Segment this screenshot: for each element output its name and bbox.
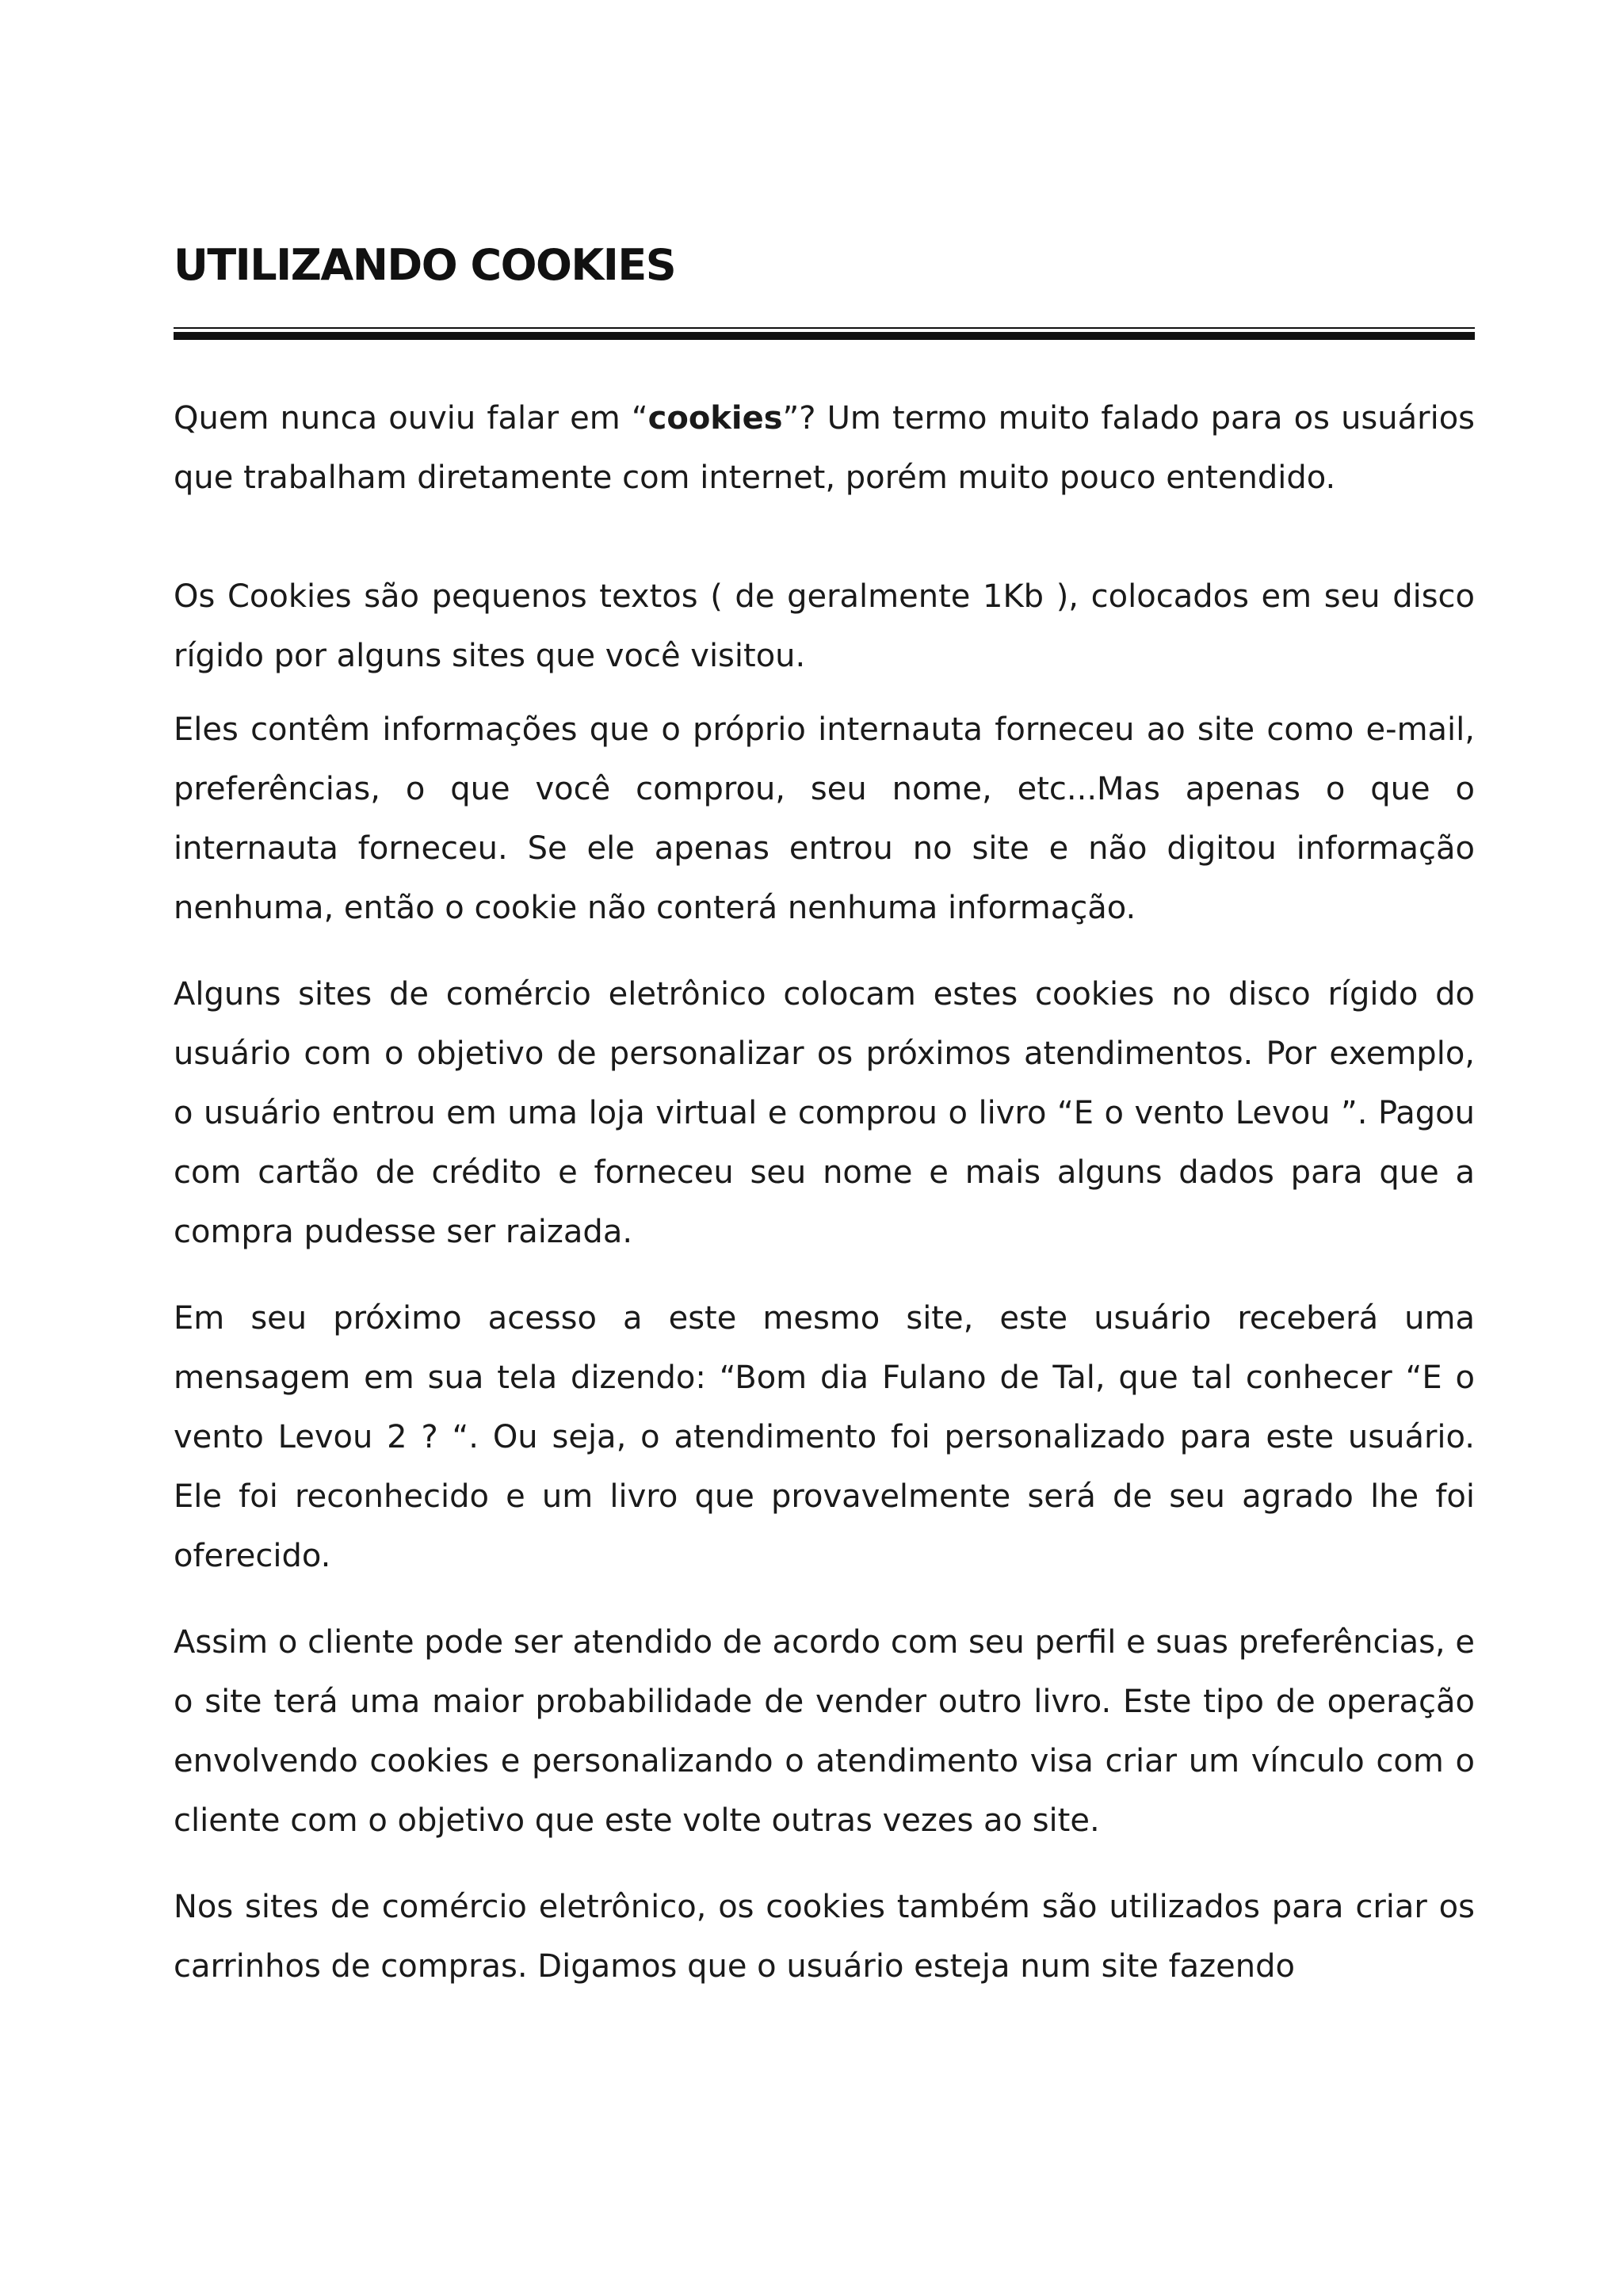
- document-page: [174, 234, 1475, 1997]
- page-title: UTILIZANDO COOKIES: [174, 240, 676, 290]
- paragraph-intro-after: ”? Um termo muito falado para os usuários que trabalham diretamente com internet, porém muito pouco entendido.: [174, 400, 1476, 496]
- paragraph-intro-before: Quem nunca ouviu falar em “: [174, 400, 648, 437]
- divider-thick-line: [174, 332, 1475, 340]
- paragraph-contents: Eles contêm informações que o próprio internauta forneceu ao site como e-mail, preferências, o que você comprou, seu nome, etc...Mas apenas o que o internauta forneceu. Se ele apenas entrou no site e não digitou informação nenhuma, então o cookie não conterá nenhuma informação.: [174, 711, 1475, 926]
- paragraph-customer-profile: Assim o cliente pode ser atendido de acordo com seu perfil e suas preferências, e o site terá uma maior probabilidade de vender outro livro. Este tipo de operação envolvendo cookies e personalizando o atendimento visa criar um vínculo com o cliente com o objetivo que este volte outras vezes ao site.: [174, 1624, 1475, 1839]
- paragraph-shopping-cart: Nos sites de comércio eletrônico, os cookies também são utilizados para criar os carrinhos de compras. Digamos que o usuário esteja num site fazendo: [174, 1889, 1475, 1985]
- paragraph-ecommerce-example: Alguns sites de comércio eletrônico colocam estes cookies no disco rígido do usuário com o objetivo de personalizar os próximos atendimentos. Por exemplo, o usuário entrou em uma loja virtual e comprou o livro “E o vento Levou ”. Pagou com cartão de crédito e forneceu seu nome e mais alguns dados para que a compra pudesse ser raizada.: [174, 976, 1475, 1250]
- paragraph-next-access: Em seu próximo acesso a este mesmo site, este usuário receberá uma mensagem em sua tela dizendo: “Bom dia Fulano de Tal, que tal conhecer “E o vento Levou 2 ? “. Ou seja, o atendimento foi personalizado para este usuário. Ele foi reconhecido e um livro que provavelmente será de seu agrado lhe foi oferecido.: [174, 1300, 1475, 1574]
- paragraph-intro: [174, 389, 1475, 508]
- title-divider: [174, 327, 1475, 340]
- paragraph-intro-bold-term: cookies: [647, 400, 783, 437]
- paragraph-definition: Os Cookies são pequenos textos ( de geralmente 1Kb ), colocados em seu disco rígido por alguns sites que você visitou.: [174, 578, 1475, 674]
- document-body: [174, 389, 1475, 1997]
